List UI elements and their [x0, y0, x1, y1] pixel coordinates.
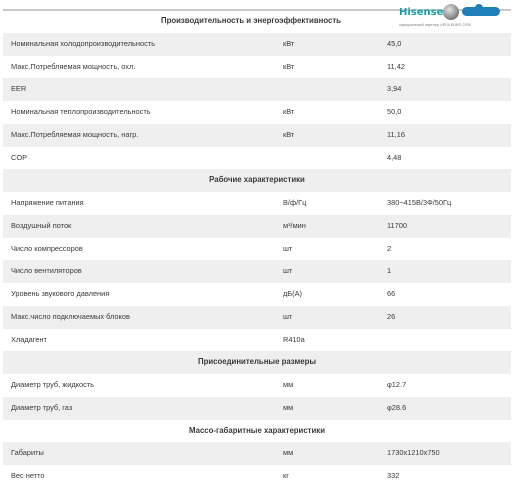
- value-cell: 45,0: [387, 38, 402, 48]
- unit-label: кВт: [283, 61, 295, 71]
- param-label: Число компрессоров: [11, 243, 83, 253]
- brand-caption: официальный партнер UEFA EURO 2020: [399, 23, 472, 27]
- table-row: [3, 124, 511, 147]
- unit-label: шт: [283, 243, 293, 253]
- value-cell: 1: [387, 266, 392, 276]
- value-cell: 11700: [387, 220, 408, 230]
- param-label: EER: [11, 84, 27, 94]
- param-label: Номинальная теплопроизводительность: [11, 107, 151, 116]
- unit-label: мм: [283, 380, 294, 389]
- unit-label: мм: [283, 448, 294, 458]
- unit-label: кВт: [283, 129, 295, 139]
- section-title: Рабочие характеристики: [209, 175, 305, 185]
- spec-sheet: [3, 0, 511, 500]
- table-row: [3, 238, 511, 261]
- table-row: [3, 442, 511, 465]
- param-label: Габариты: [11, 448, 44, 458]
- table-row: [3, 192, 511, 215]
- value-cell: 3,94: [387, 84, 402, 94]
- value-cell: 50,0: [387, 107, 402, 116]
- section-heading: [3, 420, 511, 443]
- table-row: [3, 215, 511, 238]
- table-row: [3, 101, 511, 124]
- param-label: Диаметр труб, газ: [11, 402, 73, 412]
- section-title: Массо-габаритные характеристики: [189, 425, 325, 435]
- table-row: [3, 397, 511, 420]
- value-cell: 332: [387, 471, 400, 480]
- unit-label: дБ(А): [283, 289, 303, 298]
- value-cell: 1730x1210x750: [387, 448, 440, 458]
- table-row: [3, 260, 511, 283]
- value-cell: 4,48: [387, 152, 402, 162]
- value-cell: 26: [387, 311, 396, 321]
- unit-label: м³/мин: [283, 220, 306, 230]
- value-cell: 11,16: [387, 129, 405, 139]
- unit-label: кг: [283, 471, 289, 480]
- value-cell: φ28.6: [387, 402, 407, 412]
- param-label: Макс.число подключаемых блоков: [11, 311, 130, 321]
- param-label: Хладагент: [11, 334, 47, 344]
- football-icon: [443, 4, 459, 20]
- value-cell: 66: [387, 289, 396, 298]
- section-title: Производительность и энергоэффективность: [161, 16, 341, 25]
- unit-label: В/ф/Гц: [283, 198, 307, 207]
- param-label: Макс.Потребляемая мощность, нагр.: [11, 129, 139, 139]
- table-row: [3, 147, 511, 170]
- table-row: [3, 78, 511, 101]
- unit-label: кВт: [283, 107, 295, 116]
- section-title: Присоединительные размеры: [197, 357, 316, 367]
- param-label: Вес нетто: [11, 471, 45, 480]
- table-row: [3, 374, 511, 397]
- section-heading: [3, 169, 511, 192]
- value-cell: 2: [387, 243, 392, 253]
- table-row: [3, 33, 511, 56]
- table-row: [3, 56, 511, 79]
- value-cell: φ12.7: [387, 380, 407, 389]
- param-label: Номинальная холодопроизводительность: [11, 38, 156, 48]
- value-cell: 11,42: [387, 61, 405, 71]
- unit-label: кВт: [283, 38, 295, 48]
- param-label: Напряжение питания: [11, 198, 84, 207]
- table-row: [3, 329, 511, 352]
- param-label: Диаметр труб, жидкость: [11, 380, 95, 389]
- uefa-euro-emblem-icon: [462, 7, 500, 16]
- param-label: Уровень звукового давления: [11, 289, 110, 298]
- unit-label: мм: [283, 402, 294, 412]
- unit-label: R410a: [283, 334, 305, 344]
- brand-wordmark: Hisense: [399, 7, 444, 18]
- table-row: [3, 306, 511, 329]
- param-label: Число вентиляторов: [11, 266, 82, 276]
- section-heading: [3, 351, 511, 374]
- unit-label: шт: [283, 311, 293, 321]
- spec-table: [3, 10, 511, 488]
- table-row: [3, 283, 511, 306]
- value-cell: 380~415В/3Ф/50Гц: [387, 198, 452, 207]
- param-label: COP: [11, 152, 28, 162]
- param-label: Воздушный поток: [11, 220, 72, 230]
- brand-logo: [397, 3, 509, 31]
- unit-label: шт: [283, 266, 293, 276]
- table-row: [3, 465, 511, 488]
- param-label: Макс.Потребляемая мощность, охл.: [11, 61, 136, 71]
